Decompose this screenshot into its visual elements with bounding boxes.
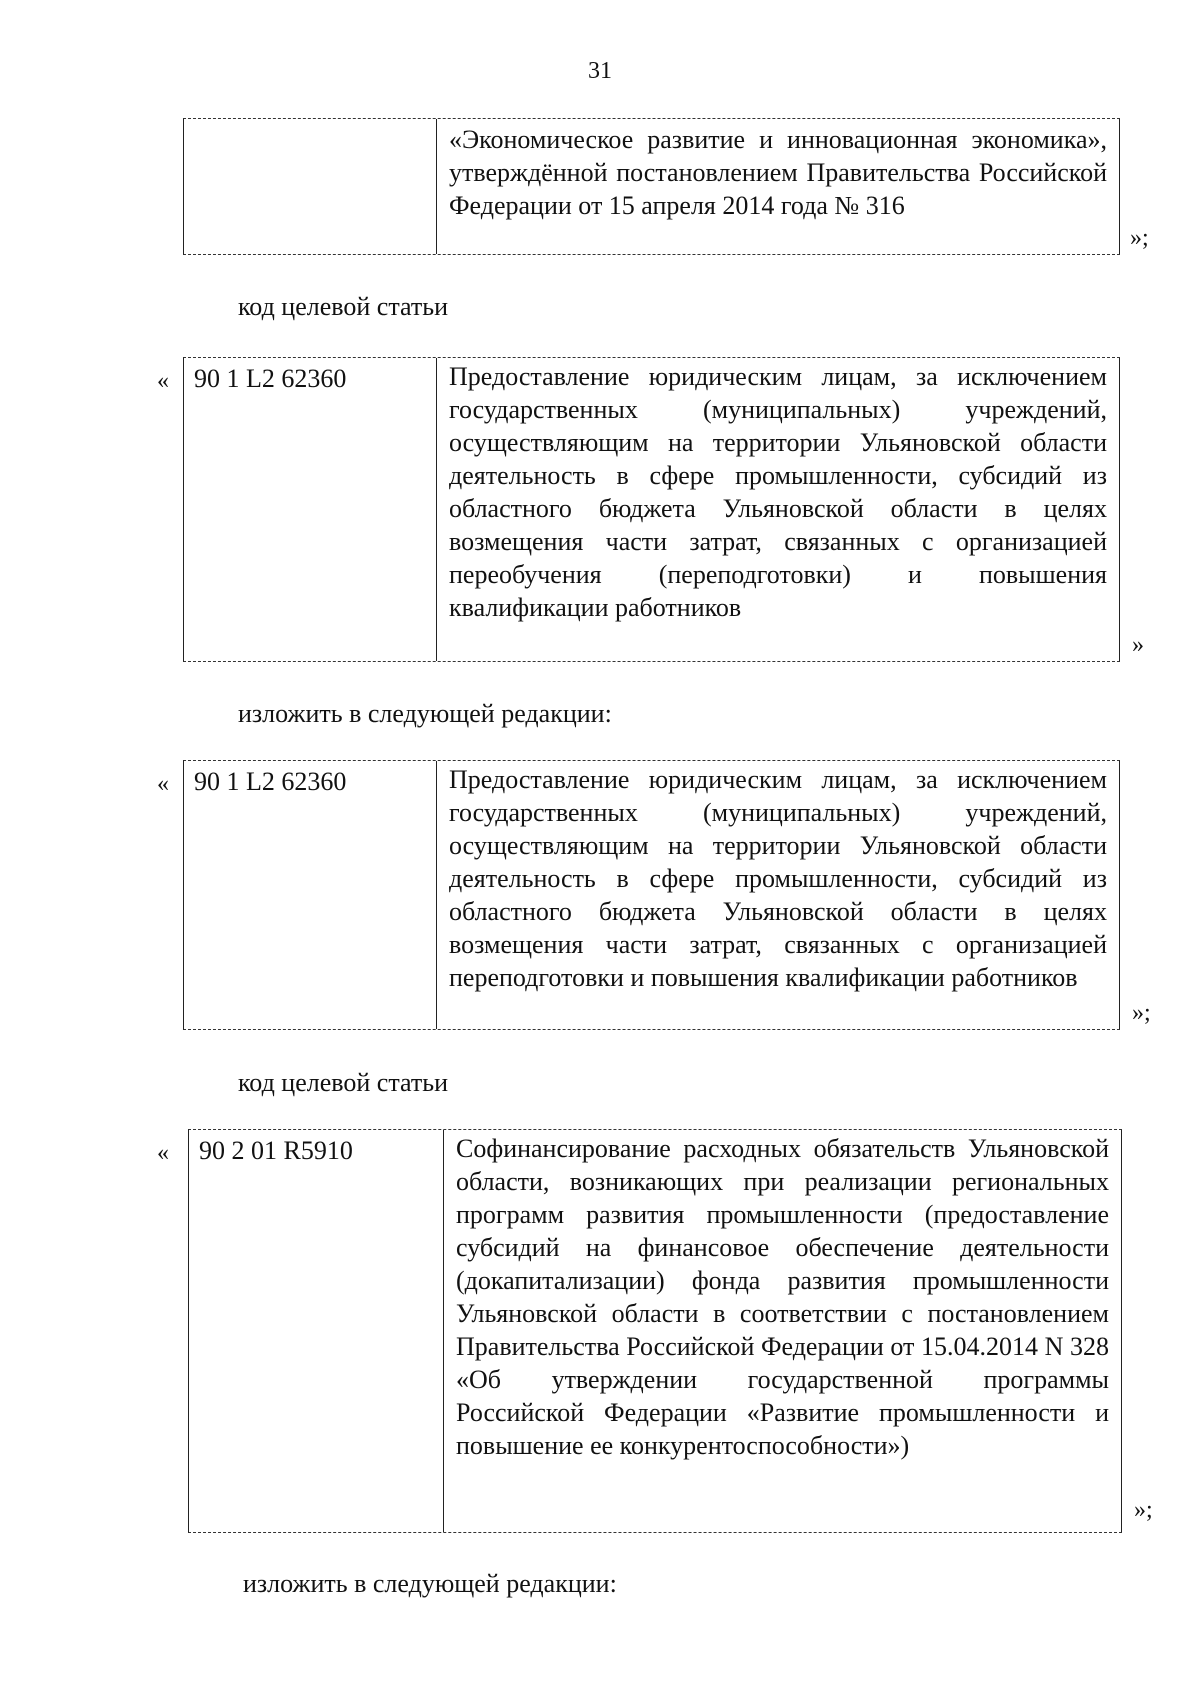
table-row — [183, 118, 1120, 255]
table-row — [183, 760, 1120, 1030]
table-row — [188, 1129, 1122, 1533]
code-cell: 90 2 01 R5910 — [189, 1130, 444, 1532]
description-cell: Предоставление юридическим лицам, за исключением государственных (муниципальных) учреждений, осуществляющим на территории Ульяновской области деятельность в сфере промышленности, субсидий из областного бюджета Ульяновской области в целях возмещения части затрат, связанных с организацией переподготовки и повышения квалификации работников — [437, 761, 1120, 1029]
opening-quote: « — [157, 1140, 169, 1166]
page-number: 31 — [588, 58, 612, 84]
paragraph-target-code: код целевой статьи — [238, 1068, 448, 1097]
description-cell: Предоставление юридическим лицам, за исключением государственных (муниципальных) учреждений, осуществляющим на территории Ульяновской области деятельность в сфере промышленности, субсидий из областного бюджета Ульяновской области в целях возмещения части затрат, связанных с организацией переобучения (переподготовки) и повышения квалификации работников — [437, 358, 1120, 661]
closing-quote: »; — [1132, 1000, 1151, 1026]
paragraph-restate: изложить в следующей редакции: — [243, 1569, 617, 1598]
opening-quote: « — [157, 368, 169, 394]
paragraph-target-code: код целевой статьи — [238, 292, 448, 321]
opening-quote: « — [157, 771, 169, 797]
paragraph-restate: изложить в следующей редакции: — [238, 699, 612, 728]
code-cell — [184, 119, 437, 254]
table-row — [183, 357, 1120, 662]
closing-quote: »; — [1134, 1497, 1153, 1523]
description-cell: Софинансирование расходных обязательств Ульяновской области, возникающих при реализации региональных программ развития промышленности (предоставление субсидий на финансовое обеспечение деятельности (докапитализации) фонда развития промышленности Ульяновской области в соответствии с постановлением Правительства Российской Федерации от 15.04.2014 N 328 «Об утверждении государственной программы Российской Федерации «Развитие промышленности и повышение ее конкурентоспособности») — [444, 1130, 1122, 1532]
closing-quote: » — [1132, 632, 1144, 658]
closing-quote: »; — [1130, 225, 1149, 251]
description-cell: «Экономическое развитие и инновационная экономика», утверждённой постановлением Правительства Российской Федерации от 15 апреля 2014 года № 316 — [437, 119, 1120, 254]
code-cell: 90 1 L2 62360 — [184, 358, 437, 661]
code-cell: 90 1 L2 62360 — [184, 761, 437, 1029]
